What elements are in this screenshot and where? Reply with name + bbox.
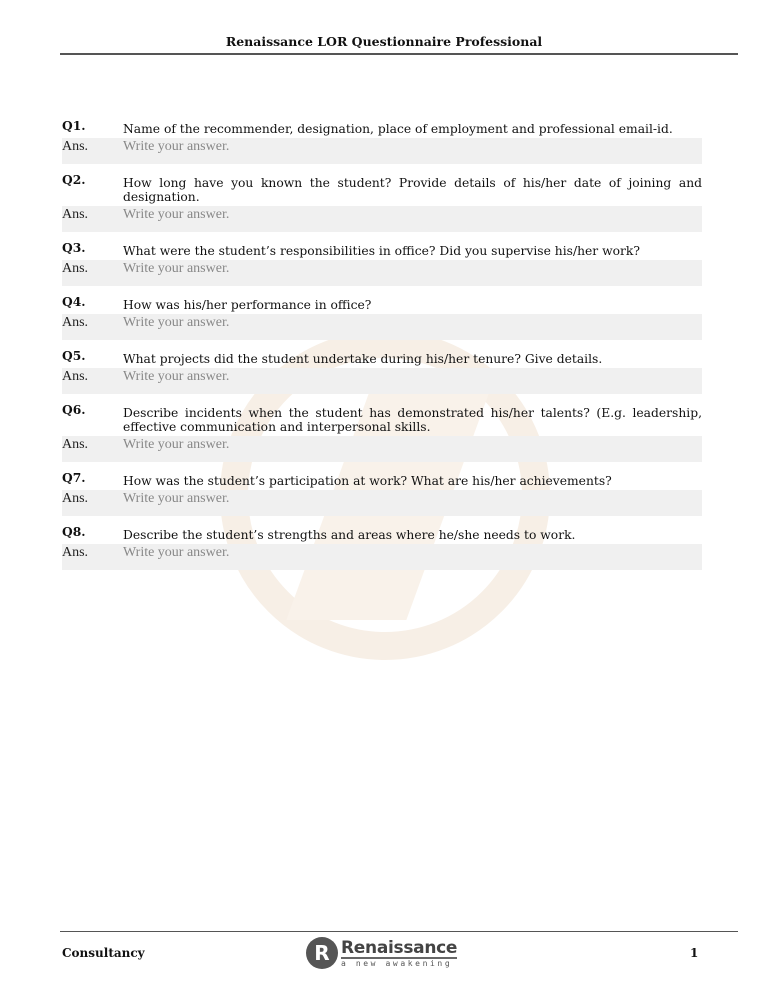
question-number: Q1. (62, 118, 86, 133)
question-number: Q3. (62, 240, 86, 255)
question-row (62, 173, 702, 204)
answer-label: Ans. (62, 491, 89, 506)
answer-placeholder[interactable]: Write your answer. (123, 491, 230, 506)
answer-placeholder[interactable]: Write your answer. (123, 207, 230, 222)
page-number: 1 (690, 946, 699, 960)
question-text: How was the student’s participation at work? What are his/her achievements? (123, 474, 612, 488)
answer-label: Ans. (62, 369, 89, 384)
answer-placeholder[interactable]: Write your answer. (123, 369, 230, 384)
answer-field[interactable] (62, 206, 702, 232)
answer-field[interactable] (62, 368, 702, 394)
answer-field[interactable] (62, 138, 702, 164)
question-row (62, 403, 702, 434)
question-number: Q4. (62, 294, 86, 309)
question-number: Q8. (62, 524, 86, 539)
question-text: How was his/her performance in office? (123, 298, 372, 312)
header-divider (60, 53, 738, 55)
answer-label: Ans. (62, 315, 89, 330)
answer-label: Ans. (62, 207, 89, 222)
answer-label: Ans. (62, 437, 89, 452)
question-text: What were the student’s responsibilities in office? Did you supervise his/her work? (123, 244, 640, 258)
question-number: Q7. (62, 470, 86, 485)
question-row (62, 471, 702, 488)
question-number: Q6. (62, 402, 86, 417)
question-text: Describe the student’s strengths and areas where he/she needs to work. (123, 528, 576, 542)
answer-field[interactable] (62, 490, 702, 516)
answer-label: Ans. (62, 545, 89, 560)
question-row (62, 119, 702, 136)
question-row (62, 349, 702, 366)
question-row (62, 295, 702, 312)
footer-label: Consultancy (62, 946, 145, 960)
question-text: Describe incidents when the student has demonstrated his/her talents? (E.g. leadership, effective communication and interpersonal skills. (123, 406, 702, 434)
question-row (62, 241, 702, 258)
question-number: Q2. (62, 172, 86, 187)
question-text: Name of the recommender, designation, place of employment and professional email-id. (123, 122, 673, 136)
question-text: What projects did the student undertake during his/her tenure? Give details. (123, 352, 603, 366)
answer-placeholder[interactable]: Write your answer. (123, 315, 230, 330)
answer-field[interactable] (62, 260, 702, 286)
question-row (62, 525, 702, 542)
answer-label: Ans. (62, 139, 89, 154)
questionnaire (62, 110, 702, 570)
page-title: Renaissance LOR Questionnaire Professional (225, 34, 543, 49)
logo-tagline: a new awakening (341, 958, 453, 968)
answer-label: Ans. (62, 261, 89, 276)
answer-field[interactable] (62, 314, 702, 340)
question-number: Q5. (62, 348, 86, 363)
renaissance-logo (306, 937, 457, 969)
answer-placeholder[interactable]: Write your answer. (123, 261, 230, 276)
logo-emblem-icon: R (306, 937, 338, 969)
footer-divider (60, 931, 738, 932)
logo-name: Renaissance (341, 937, 458, 958)
answer-field[interactable] (62, 436, 702, 462)
answer-placeholder[interactable]: Write your answer. (123, 437, 230, 452)
answer-field[interactable] (62, 544, 702, 570)
question-text: How long have you known the student? Provide details of his/her date of joining and designation. (123, 176, 702, 204)
answer-placeholder[interactable]: Write your answer. (123, 139, 230, 154)
answer-placeholder[interactable]: Write your answer. (123, 545, 230, 560)
